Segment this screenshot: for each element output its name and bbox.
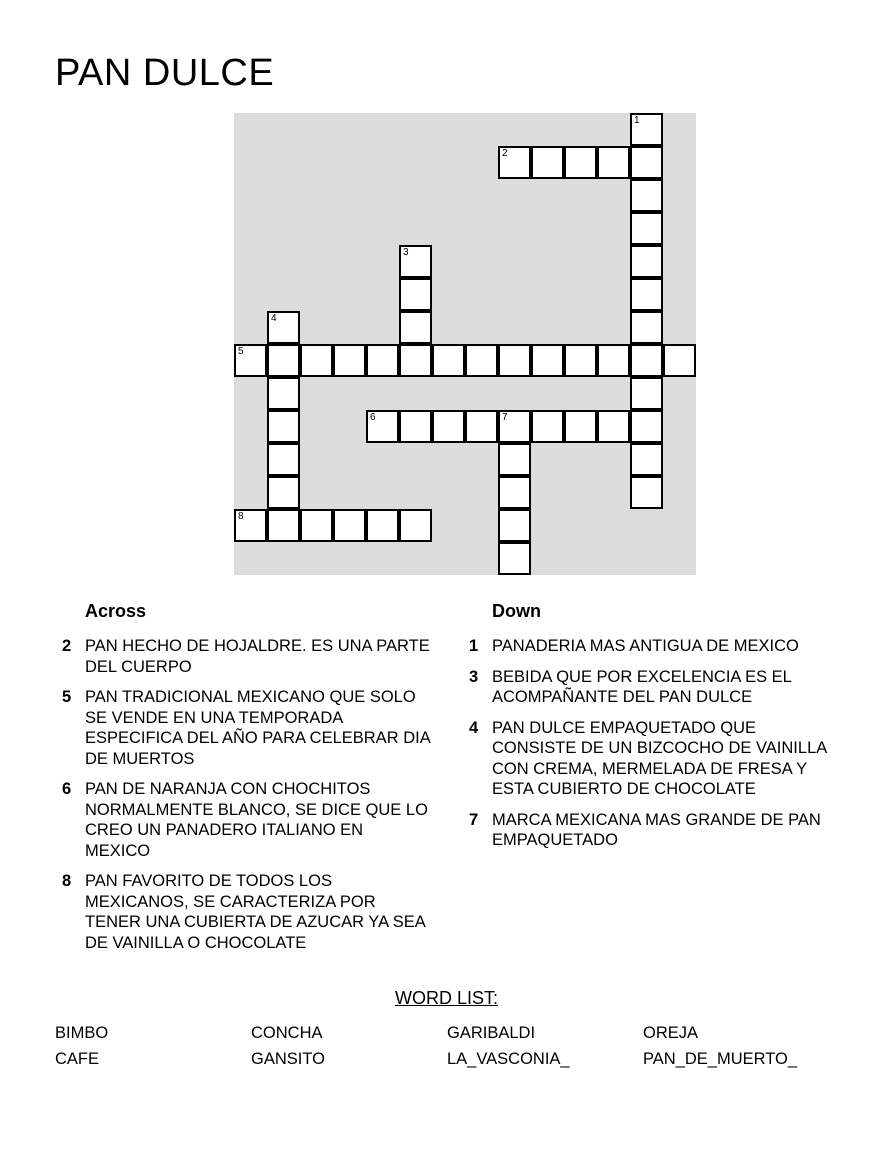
grid-cell[interactable] xyxy=(498,344,531,377)
down-clue-4 xyxy=(469,718,839,800)
grid-cell[interactable] xyxy=(663,344,696,377)
cell-number: 5 xyxy=(238,346,244,357)
grid-cell[interactable] xyxy=(630,179,663,212)
clue-text: PAN TRADICIONAL MEXICANO QUE SOLO SE VENDE EN UNA TEMPORADA ESPECIFICA DEL AÑO PARA CELEBRAR DIA DE MUERTOS xyxy=(85,688,430,768)
word-list-item: GANSITO xyxy=(251,1050,325,1068)
word-list xyxy=(55,1023,855,1069)
grid-cell[interactable] xyxy=(531,146,564,179)
word-list-item: LA_VASCONIA_ xyxy=(447,1050,570,1068)
clue-text: PAN DE NARANJA CON CHOCHITOS NORMALMENTE BLANCO, SE DICE QUE LO CREO UN PANADERO ITALIANO EN MEXICO xyxy=(85,780,428,860)
cell-number: 4 xyxy=(271,313,277,324)
cell-number: 2 xyxy=(502,148,508,159)
grid-cell[interactable] xyxy=(399,509,432,542)
clue-text: PAN DULCE EMPAQUETADO QUE CONSISTE DE UN BIZCOCHO DE VAINILLA CON CREMA, MERMELADA DE FRESA Y ESTA CUBIERTO DE CHOCOLATE xyxy=(492,718,827,798)
grid-cell[interactable] xyxy=(267,443,300,476)
cell-number: 1 xyxy=(634,115,640,126)
grid-cell[interactable] xyxy=(630,113,663,146)
clue-text: PAN FAVORITO DE TODOS LOS MEXICANOS, SE CARACTERIZA POR TENER UNA CUBIERTA DE AZUCAR YA SEA DE VAINILLA O CHOCOLATE xyxy=(85,872,425,952)
grid-cell[interactable] xyxy=(399,278,432,311)
across-heading: Across xyxy=(85,601,147,621)
down-clues xyxy=(469,600,839,861)
grid-cell[interactable] xyxy=(630,476,663,509)
grid-cell[interactable] xyxy=(399,245,432,278)
word-list-title: WORD LIST: xyxy=(394,988,498,1008)
grid-cell[interactable] xyxy=(465,410,498,443)
grid-cell[interactable] xyxy=(630,146,663,179)
grid-cell[interactable] xyxy=(234,344,267,377)
grid-cell[interactable] xyxy=(267,476,300,509)
across-clue-2 xyxy=(62,636,432,677)
cell-number: 8 xyxy=(238,511,244,522)
grid-cell[interactable] xyxy=(597,410,630,443)
word-list-item: CONCHA xyxy=(251,1024,323,1042)
clue-text: PANADERIA MAS ANTIGUA DE MEXICO xyxy=(492,637,799,655)
cell-number: 3 xyxy=(403,247,409,258)
grid-cell[interactable] xyxy=(432,344,465,377)
grid-cell[interactable] xyxy=(498,509,531,542)
cell-number: 6 xyxy=(370,412,376,423)
word-list-item: BIMBO xyxy=(55,1024,109,1042)
down-clue-1 xyxy=(469,636,839,657)
crossword-grid xyxy=(234,113,696,575)
grid-cell[interactable] xyxy=(300,344,333,377)
grid-cell[interactable] xyxy=(564,146,597,179)
across-clue-8 xyxy=(62,871,432,953)
across-clues xyxy=(62,600,432,963)
grid-cell[interactable] xyxy=(498,542,531,575)
grid-cell[interactable] xyxy=(597,146,630,179)
across-clue-6 xyxy=(62,779,432,861)
down-clue-7 xyxy=(469,810,839,851)
grid-cell[interactable] xyxy=(564,410,597,443)
grid-cell[interactable] xyxy=(630,311,663,344)
grid-cell[interactable] xyxy=(531,410,564,443)
down-clue-3 xyxy=(469,667,839,708)
grid-cell[interactable] xyxy=(267,377,300,410)
grid-cell[interactable] xyxy=(267,410,300,443)
grid-cell[interactable] xyxy=(630,245,663,278)
clue-number: 8 xyxy=(62,872,72,890)
grid-cell[interactable] xyxy=(465,344,498,377)
grid-cell[interactable] xyxy=(597,344,630,377)
grid-cell[interactable] xyxy=(366,509,399,542)
grid-cell[interactable] xyxy=(267,509,300,542)
across-clue-5 xyxy=(62,687,432,769)
grid-cell[interactable] xyxy=(630,278,663,311)
clue-text: BEBIDA QUE POR EXCELENCIA ES EL ACOMPAÑANTE DEL PAN DULCE xyxy=(492,667,792,706)
clue-number: 1 xyxy=(469,637,479,655)
grid-cell[interactable] xyxy=(399,410,432,443)
clue-number: 6 xyxy=(62,780,72,798)
cell-number: 7 xyxy=(502,412,508,423)
down-heading: Down xyxy=(492,601,541,621)
grid-cell[interactable] xyxy=(399,311,432,344)
word-list-item: GARIBALDI xyxy=(447,1024,536,1042)
clue-number: 2 xyxy=(62,637,72,655)
grid-cell[interactable] xyxy=(498,410,531,443)
page-title: PAN DULCE xyxy=(55,52,275,94)
grid-cell[interactable] xyxy=(300,509,333,542)
word-list-item: CAFE xyxy=(55,1050,100,1068)
grid-cell[interactable] xyxy=(399,344,432,377)
grid-cell[interactable] xyxy=(630,377,663,410)
grid-cell[interactable] xyxy=(366,344,399,377)
clue-number: 3 xyxy=(469,667,479,686)
grid-cell[interactable] xyxy=(498,443,531,476)
grid-cell[interactable] xyxy=(498,146,531,179)
grid-cell[interactable] xyxy=(432,410,465,443)
grid-cell[interactable] xyxy=(498,476,531,509)
clue-number: 5 xyxy=(62,688,72,706)
word-list-item: OREJA xyxy=(643,1024,699,1042)
grid-cell[interactable] xyxy=(267,311,300,344)
grid-cell[interactable] xyxy=(630,443,663,476)
grid-cell[interactable] xyxy=(366,410,399,443)
clue-number: 4 xyxy=(469,718,479,737)
clue-number: 7 xyxy=(469,810,479,829)
word-list-item: PAN_DE_MUERTO_ xyxy=(643,1050,798,1068)
grid-cell[interactable] xyxy=(630,410,663,443)
grid-cell[interactable] xyxy=(531,344,564,377)
grid-cell[interactable] xyxy=(564,344,597,377)
grid-cell[interactable] xyxy=(234,509,267,542)
grid-cell[interactable] xyxy=(333,344,366,377)
clue-text: PAN HECHO DE HOJALDRE. ES UNA PARTE DEL CUERPO xyxy=(85,637,430,676)
grid-cell[interactable] xyxy=(630,212,663,245)
clue-text: MARCA MEXICANA MAS GRANDE DE PAN EMPAQUETADO xyxy=(492,810,821,849)
grid-cell[interactable] xyxy=(267,344,300,377)
grid-cell[interactable] xyxy=(630,344,663,377)
grid-cell[interactable] xyxy=(333,509,366,542)
